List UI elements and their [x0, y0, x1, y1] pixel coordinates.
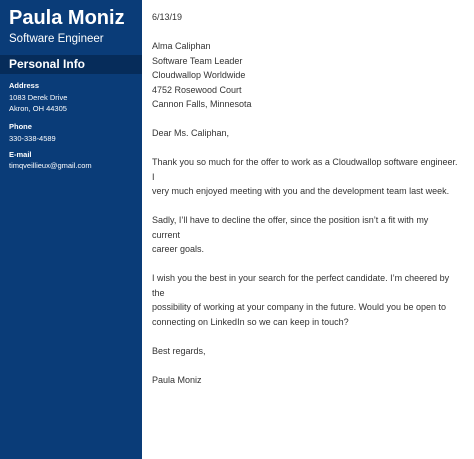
address-line-1: 1083 Derek Drive [9, 93, 68, 102]
paragraph-3-line-3: connecting on LinkedIn so we can keep in touch? [152, 316, 349, 327]
phone-value: 330-338-4589 [9, 134, 56, 143]
recipient-name: Alma Caliphan [152, 41, 211, 51]
address-line-2: Akron, OH 44305 [9, 104, 67, 113]
applicant-title: Software Engineer [9, 33, 104, 45]
recipient-position: Software Team Leader [152, 55, 243, 66]
letter-body [152, 10, 458, 387]
personal-info-title: Personal Info [9, 57, 86, 71]
signature: Paula Moniz [152, 374, 202, 385]
paragraph-3-line-1: I wish you the best in your search for the perfect candidate. I’m cheered by the [152, 273, 450, 298]
email-value: timqveillieux@gmail.com [9, 161, 92, 170]
recipient-company: Cloudwallop Worldwide [152, 70, 246, 80]
paragraph-1-line-1: Thank you so much for the offer to work as a Cloudwallop software engineer. I [152, 157, 458, 182]
letter-date: 6/13/19 [152, 12, 183, 22]
recipient-street: 4752 Rosewood Court [152, 84, 242, 95]
salutation: Dear Ms. Caliphan, [152, 128, 230, 138]
paragraph-3-line-2: possibility of working at your company in the future. Would you be open to [152, 302, 446, 312]
sidebar [0, 0, 142, 459]
paragraph-1-line-2: very much enjoyed meeting with you and the development team last week. [152, 186, 450, 196]
recipient-city: Cannon Falls, Minnesota [152, 99, 252, 109]
personal-info-header [0, 55, 142, 74]
address-label: Address [9, 81, 40, 90]
applicant-name: Paula Moniz [9, 7, 125, 29]
email-label: E-mail [9, 150, 32, 159]
paragraph-2-line-2: career goals. [152, 244, 205, 254]
phone-label: Phone [9, 122, 32, 131]
paragraph-2-line-1: Sadly, I’ll have to decline the offer, since the position isn’t a fit with my current [152, 215, 429, 240]
closing: Best regards, [152, 345, 206, 356]
